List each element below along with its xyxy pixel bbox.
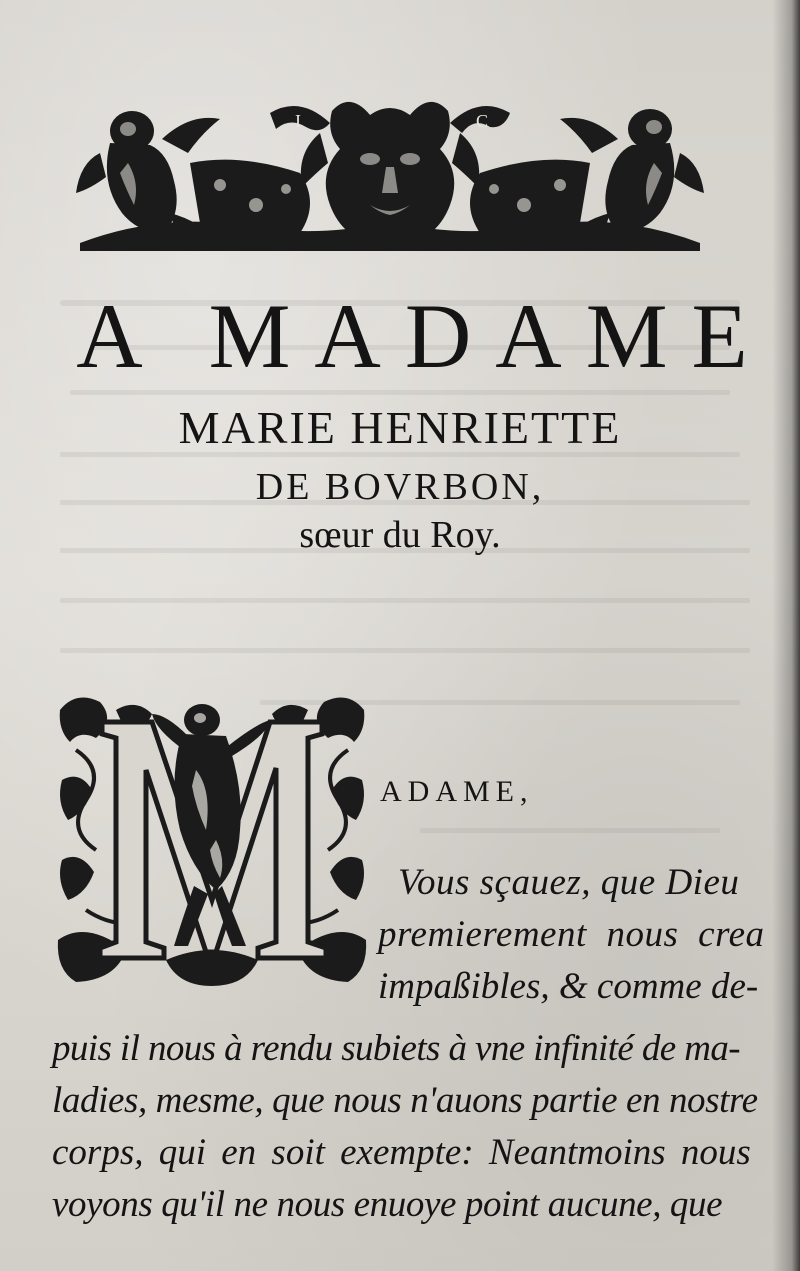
body-line: impaßibles, & comme de- [378, 966, 759, 1007]
title-a-madame: A MADAME [76, 285, 772, 387]
body-line: Vous sçauez, que Dieu [398, 862, 740, 903]
body-line: puis il nous à rendu subiets à vne infinité de ma- [52, 1028, 740, 1069]
body-line: voyons qu'il ne nous enuoye point aucune, que [52, 1184, 723, 1225]
ornamental-headpiece-icon [70, 93, 710, 253]
body-line: ladies, mesme, que nous n'auons partie en nostre [52, 1080, 758, 1121]
body-line: corps, qui en soit exempte: Neantmoins nous [52, 1132, 751, 1173]
title-marie-henriette: MARIE HENRIETTE [178, 402, 622, 453]
title-soeur-du-roy: sœur du Roy. [299, 514, 501, 556]
headpiece-letter-right: C [475, 111, 489, 131]
salutation-text: ADAME, [380, 775, 534, 808]
title-de-bourbon: DE BOVRBON, [255, 466, 545, 508]
body-line: premierement nous crea [378, 914, 765, 955]
decorated-initial-m-icon [56, 690, 368, 988]
headpiece-letter-left: I [295, 111, 301, 131]
page-edge-shadow [772, 0, 800, 1271]
